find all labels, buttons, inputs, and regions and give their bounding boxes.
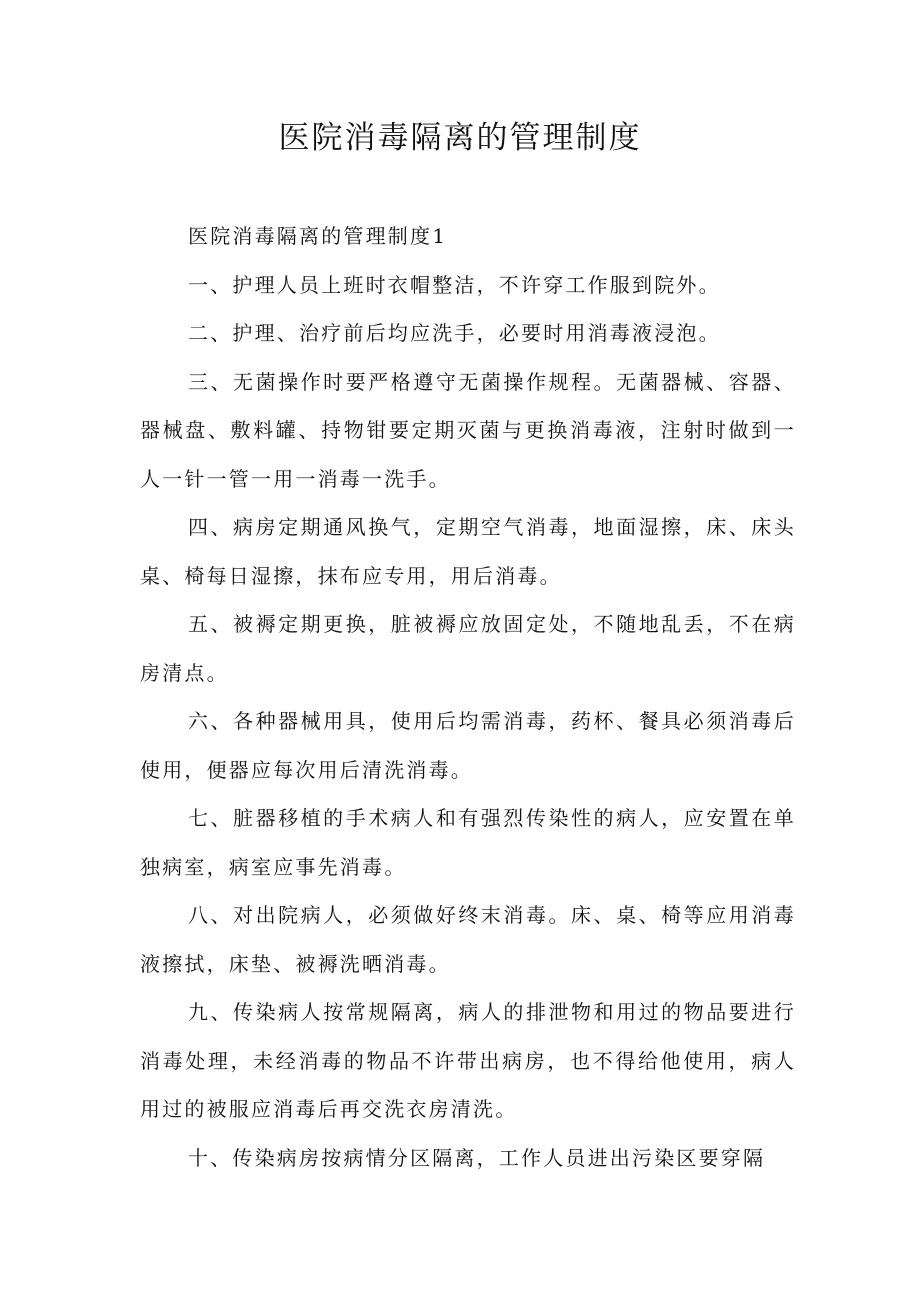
paragraph: 六、各种器械用具，使用后均需消毒，药杯、餐具必须消毒后使用，便器应每次用后清洗消毒。 <box>140 709 796 782</box>
paragraph: 七、脏器移植的手术病人和有强烈传染性的病人，应安置在单独病室，病室应事先消毒。 <box>140 806 796 879</box>
paragraph: 五、被褥定期更换，脏被褥应放固定处，不随地乱丢，不在病房清点。 <box>140 612 796 685</box>
paragraph: 八、对出院病人，必须做好终末消毒。床、桌、椅等应用消毒液擦拭，床垫、被褥洗晒消毒。 <box>140 903 796 976</box>
document-title: 医院消毒隔离的管理制度 <box>278 120 642 156</box>
section-heading: 医院消毒隔离的管理制度1 <box>188 224 448 248</box>
paragraph: 三、无菌操作时要严格遵守无菌操作规程。无菌器械、容器、器械盘、敷料罐、持物钳要定期灭菌与更换消毒液，注射时做到一人一针一管一用一消毒一洗手。 <box>140 369 796 491</box>
paragraph: 一、护理人员上班时衣帽整洁，不许穿工作服到院外。 <box>188 272 721 297</box>
paragraph: 十、传染病房按病情分区隔离，工作人员进出污染区要穿隔 <box>188 1145 766 1170</box>
document-body <box>140 212 796 1182</box>
paragraph: 二、护理、治疗前后均应洗手，必要时用消毒液浸泡。 <box>188 321 721 345</box>
paragraph: 九、传染病人按常规隔离，病人的排泄物和用过的物品要进行消毒处理，未经消毒的物品不许带出病房，也不得给他使用，病人用过的被服应消毒后再交洗衣房清洗。 <box>140 1000 796 1121</box>
paragraph: 四、病房定期通风换气，定期空气消毒，地面湿擦，床、床头桌、椅每日湿擦，抹布应专用，用后消毒。 <box>140 515 796 588</box>
